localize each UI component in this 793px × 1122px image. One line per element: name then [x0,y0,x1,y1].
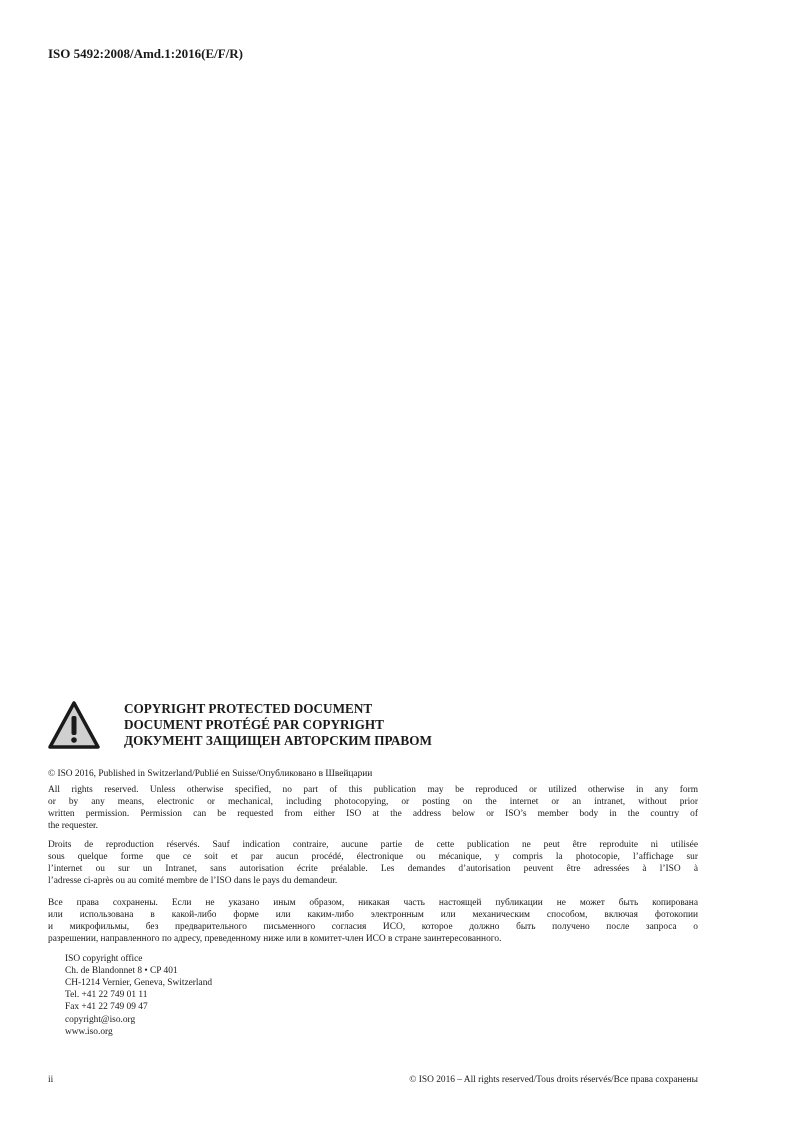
text-line: the requester. [48,821,98,831]
text-line: разрешении, направленного по адресу, преведенному ниже или в комитет-член ИСО в стране заинтересованного. [48,934,502,944]
email-link[interactable]: copyright@iso.org [65,1015,136,1025]
text-line: и микрофильмы, без предварительного письменного согласия ИСО, которое должно быть получено после запроса о [48,922,698,932]
copyright-line: © ISO 2016, Published in Switzerland/Publié en Suisse/Опубликовано в Швейцарии [48,769,373,779]
page-number: ii [48,1075,54,1085]
text-line: or by any means, electronic or mechanical, including photocopying, or posting on the internet or an intranet, without prior [48,797,698,807]
text-line: l’adresse ci-après ou au comité membre de l’ISO dans le pays du demandeur. [48,876,338,886]
address-line: Ch. de Blandonnet 8 • CP 401 [65,966,178,976]
document-id-header: ISO 5492:2008/Amd.1:2016(E/F/R) [48,46,243,61]
text-line: written permission. Permission can be requested from either ISO at the address below or ISO’s member body in the country of [48,809,698,819]
text-line: All rights reserved. Unless otherwise specified, no part of this publication may be reproduced or utilized otherwise in any form [48,785,698,795]
address-line: CH-1214 Vernier, Geneva, Switzerland [65,978,213,988]
text-line: l’internet ou sur un Intranet, sans autorisation écrite préalable. Les demandes d’autorisation peuvent être adressées à l’ISO à [48,864,698,874]
website-link[interactable]: www.iso.org [65,1027,113,1037]
footer-rights: © ISO 2016 – All rights reserved/Tous droits réservés/Все права сохранены [409,1075,698,1085]
text-line: sous quelque forme que ce soit et par aucun procédé, électronique ou mécanique, y compris la photocopie, l’affichage sur [48,852,698,862]
notice-title-en: COPYRIGHT PROTECTED DOCUMENT [124,701,373,716]
fax-line: Fax +41 22 749 09 47 [65,1002,148,1012]
address-line: ISO copyright office [65,954,143,964]
text-line: Все права сохранены. Если не указано иным образом, никакая часть настоящей публикации не может быть копирована [48,898,698,908]
text-line: Droits de reproduction réservés. Sauf indication contraire, aucune partie de cette publication ne peut être reproduite ni utilisée [48,840,698,850]
notice-title-fr: DOCUMENT PROTÉGÉ PAR COPYRIGHT [124,717,384,732]
warning-triangle-icon [47,700,101,750]
phone-line: Tel. +41 22 749 01 11 [65,990,148,1000]
notice-title-ru: ДОКУМЕНТ ЗАЩИЩЕН АВТОРСКИМ ПРАВОМ [124,733,432,748]
text-line: или использована в какой-либо форме или каким-либо электронным или механическим способом, включая фотокопии [48,910,698,920]
